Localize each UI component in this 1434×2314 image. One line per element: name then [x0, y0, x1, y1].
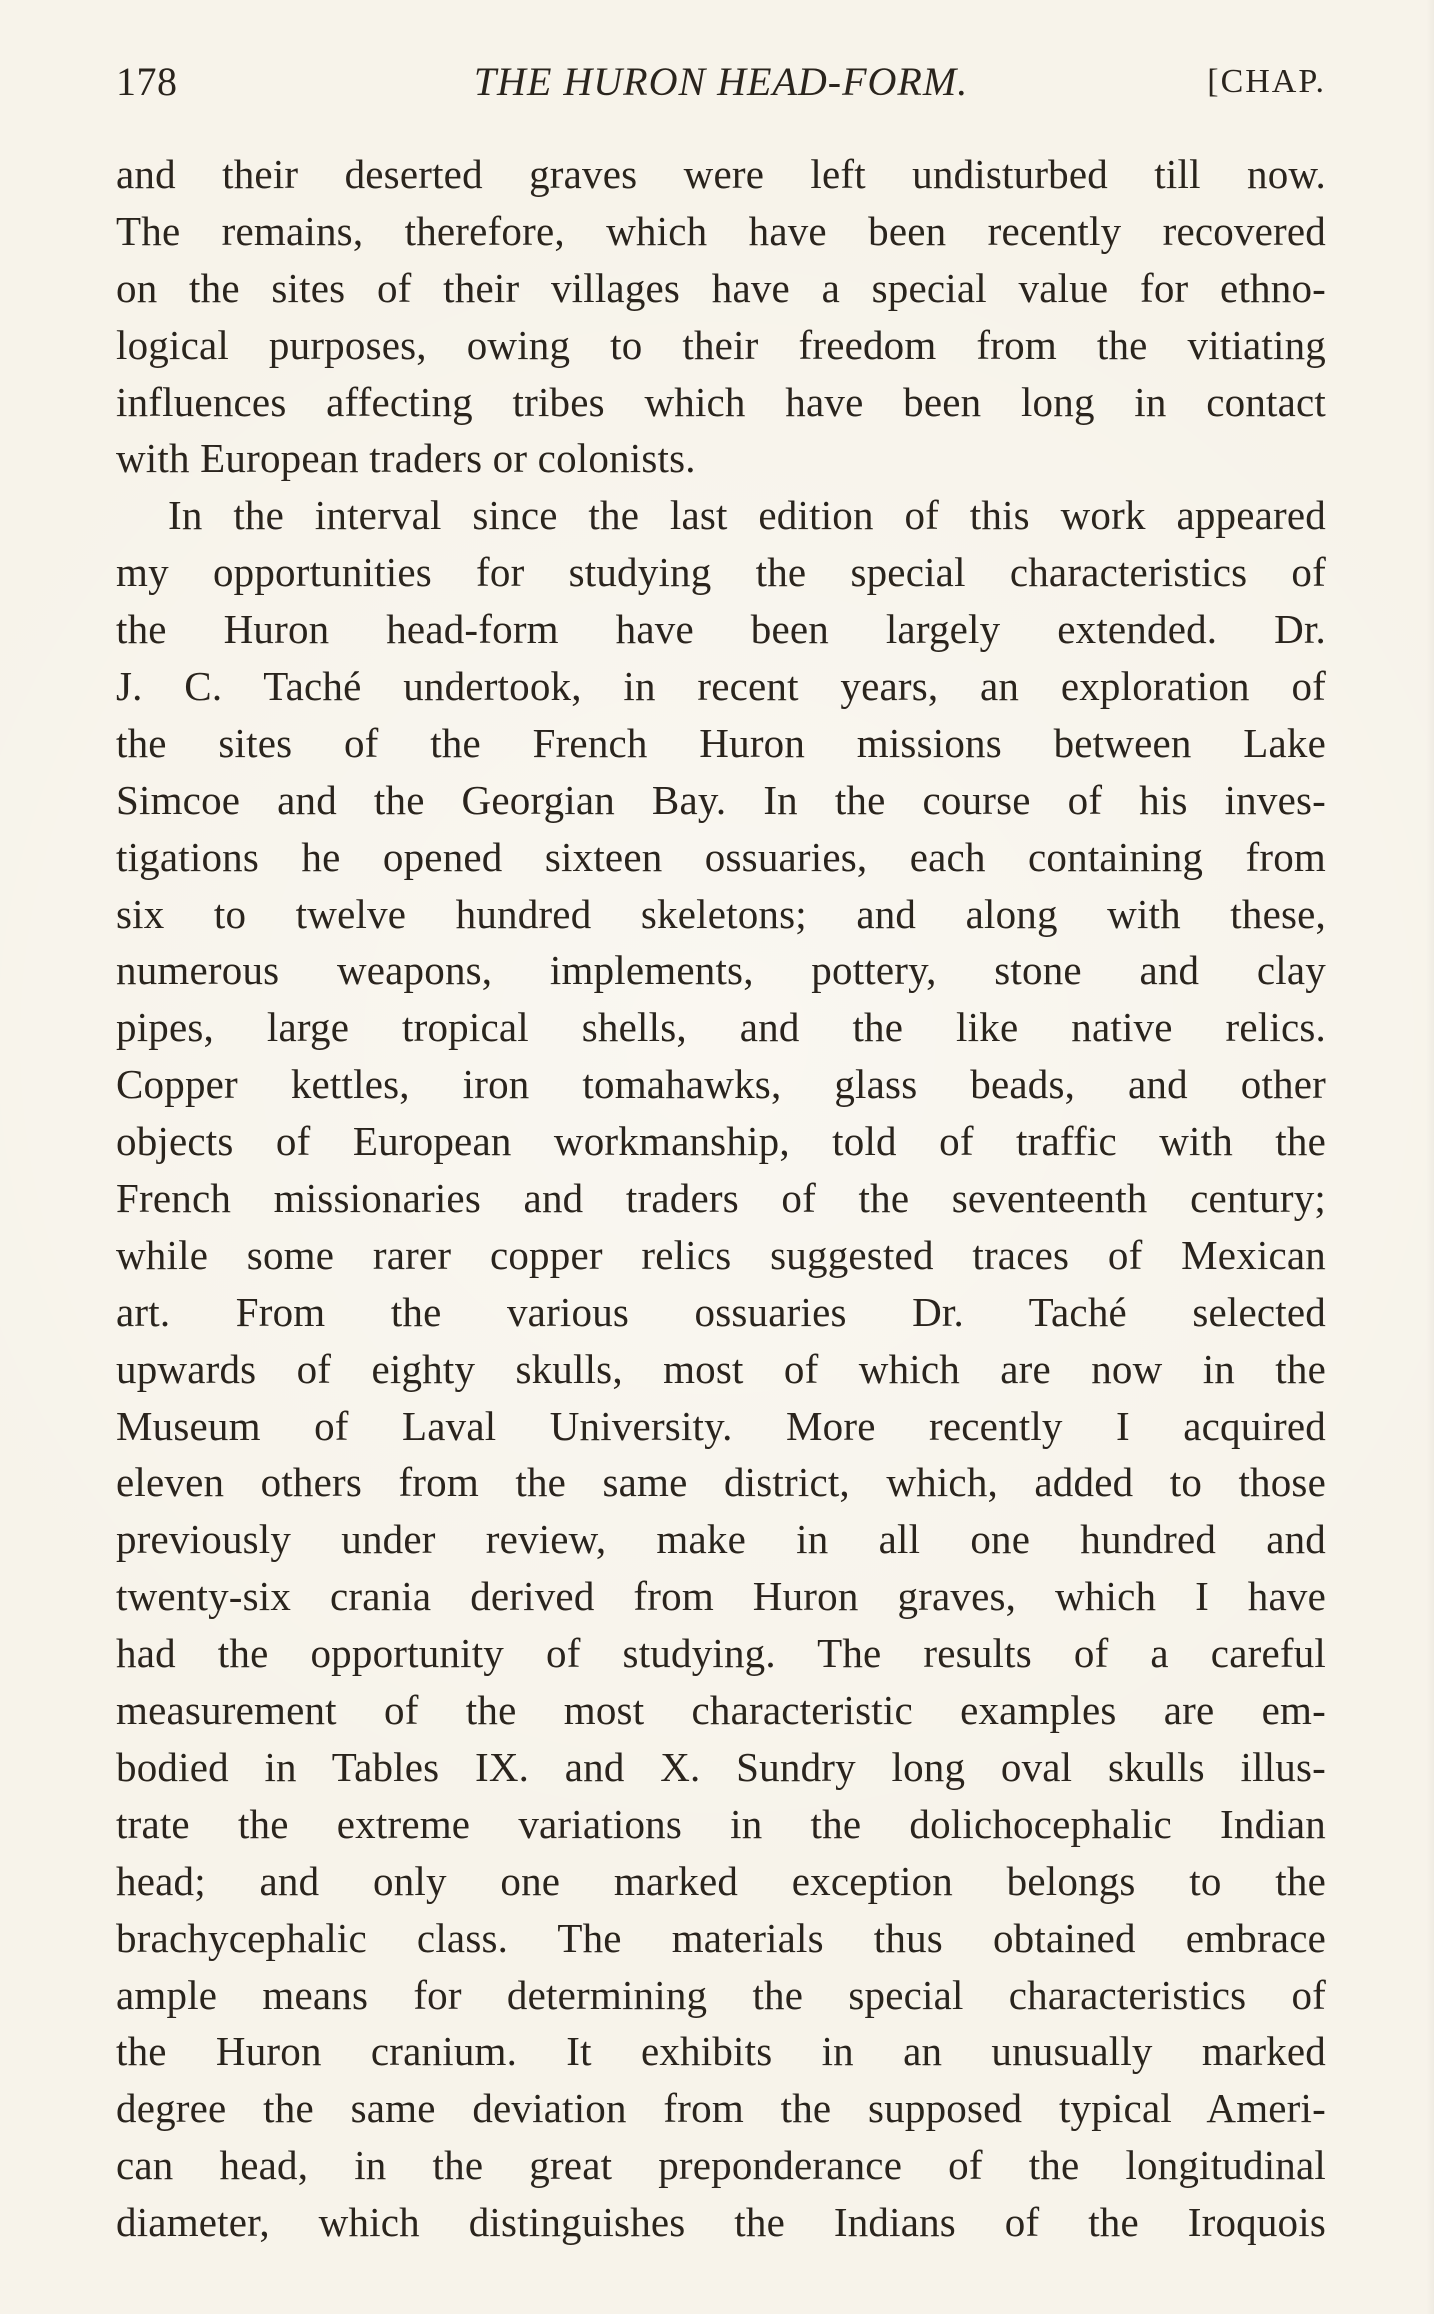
- text-line: bodied in Tables IX. and X. Sundry long oval skulls illus-: [116, 1743, 1326, 1790]
- text-line: upwards of eighty skulls, most of which are now in the: [116, 1345, 1326, 1392]
- text-line: the Huron head-form have been largely extended. Dr.: [116, 606, 1326, 653]
- text-line: previously under review, make in all one hundred and: [116, 1516, 1326, 1563]
- chapter-mark: [CHAP.: [1207, 63, 1326, 100]
- text-line: In the interval since the last edition of this work appeared: [168, 492, 1326, 539]
- text-line: on the sites of their villages have a special value for ethno-: [116, 264, 1326, 311]
- text-line: The remains, therefore, which have been recently recovered: [116, 207, 1326, 254]
- page-number: 178: [116, 59, 178, 104]
- text-line: the Huron cranium. It exhibits in an unusually marked: [116, 2028, 1326, 2075]
- text-line: twenty-six crania derived from Huron graves, which I have: [116, 1573, 1326, 1620]
- text-line: objects of European workmanship, told of traffic with the: [116, 1118, 1326, 1165]
- body-text: [116, 146, 1326, 2251]
- text-line: head; and only one marked exception belongs to the: [116, 1857, 1326, 1904]
- running-head: [116, 52, 1326, 112]
- text-line: the sites of the French Huron missions between Lake: [116, 719, 1326, 766]
- text-line: tigations he opened sixteen ossuaries, each containing from: [116, 833, 1326, 880]
- text-line: pipes, large tropical shells, and the like native relics.: [116, 1004, 1326, 1051]
- text-line: logical purposes, owing to their freedom from the vitiating: [116, 321, 1326, 368]
- running-title: THE HURON HEAD-FORM.: [473, 59, 969, 104]
- text-line: influences affecting tribes which have been long in contact: [116, 378, 1326, 425]
- text-line: trate the extreme variations in the dolichocephalic Indian: [116, 1800, 1326, 1847]
- text-line: measurement of the most characteristic examples are em-: [116, 1687, 1326, 1734]
- text-line: six to twelve hundred skeletons; and along with these,: [116, 890, 1326, 937]
- paper-edge-shadow: [1426, 0, 1434, 2314]
- text-line: Museum of Laval University. More recently I acquired: [116, 1402, 1326, 1449]
- text-line: art. From the various ossuaries Dr. Taché selected: [116, 1288, 1326, 1335]
- text-line: eleven others from the same district, which, added to those: [116, 1459, 1326, 1506]
- text-line: had the opportunity of studying. The results of a careful: [116, 1630, 1326, 1677]
- text-line: diameter, which distinguishes the Indians of the Iroquois: [116, 2199, 1326, 2246]
- text-line: degree the same deviation from the supposed typical Ameri-: [116, 2085, 1326, 2132]
- text-line: with European traders or colonists.: [116, 435, 696, 482]
- text-line: my opportunities for studying the special characteristics of: [116, 549, 1326, 596]
- text-line: while some rarer copper relics suggested traces of Mexican: [116, 1231, 1326, 1278]
- text-line: Simcoe and the Georgian Bay. In the course of his inves-: [116, 776, 1326, 823]
- text-line: and their deserted graves were left undisturbed till now.: [116, 151, 1326, 197]
- text-line: French missionaries and traders of the seventeenth century;: [116, 1175, 1326, 1222]
- text-line: ample means for determining the special characteristics of: [116, 1971, 1326, 2018]
- text-line: J. C. Taché undertook, in recent years, an exploration of: [116, 663, 1326, 710]
- text-line: can head, in the great preponderance of the longitudinal: [116, 2142, 1326, 2189]
- text-line: Copper kettles, iron tomahawks, glass beads, and other: [116, 1061, 1326, 1108]
- text-line: numerous weapons, implements, pottery, stone and clay: [116, 947, 1326, 994]
- text-line: brachycephalic class. The materials thus obtained embrace: [116, 1914, 1326, 1961]
